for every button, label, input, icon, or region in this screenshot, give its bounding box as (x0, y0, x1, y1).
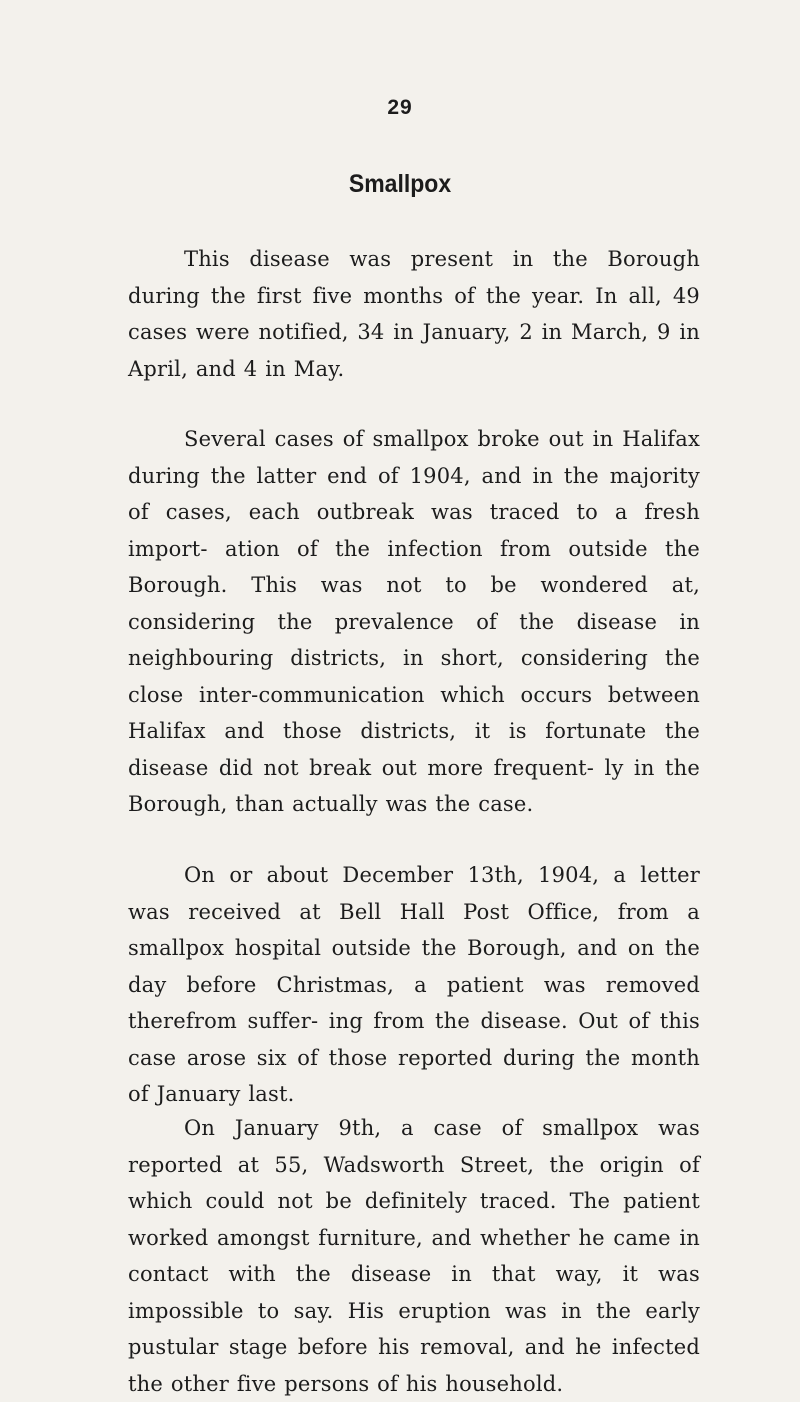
paragraph-2: Several cases of smallpox broke out in Halifax during the latter end of 1904, and in the majority of cases, each outbreak was traced to a fresh import- ation of the infection from outside the Borough. This was not to be wondered at, considering the prevalence of the disease in neighbouring districts, in short, considering the close inter-communication which occurs between Halifax and those districts, it is fortunate the disease did not break out more frequent- ly in the Borough, than actually was the case. (128, 427, 700, 816)
page-number: 29 (387, 96, 413, 119)
paragraph-1: This disease was present in the Borough during the first five months of the year. In all, 49 cases were notified, 34 in January, 2 in March, 9 in April, and 4 in May. (128, 247, 700, 381)
paragraph-4: On January 9th, a case of smallpox was reported at 55, Wadsworth Street, the origin of which could not be definitely traced. The patient worked amongst furniture, and whether he came in contact with the disease in that way, it was impossible to say. His eruption was in the early pustular stage before his removal, and he infected the other five persons of his household. (128, 1116, 700, 1396)
section-title: Smallpox (348, 170, 452, 198)
paragraph-3: On or about December 13th, 1904, a letter was received at Bell Hall Post Office, from a smallpox hospital outside the Borough, and on the day before Christmas, a patient was removed therefrom suffer- ing from the disease. Out of this case arose six of those reported during the month of January last. (128, 863, 700, 1106)
